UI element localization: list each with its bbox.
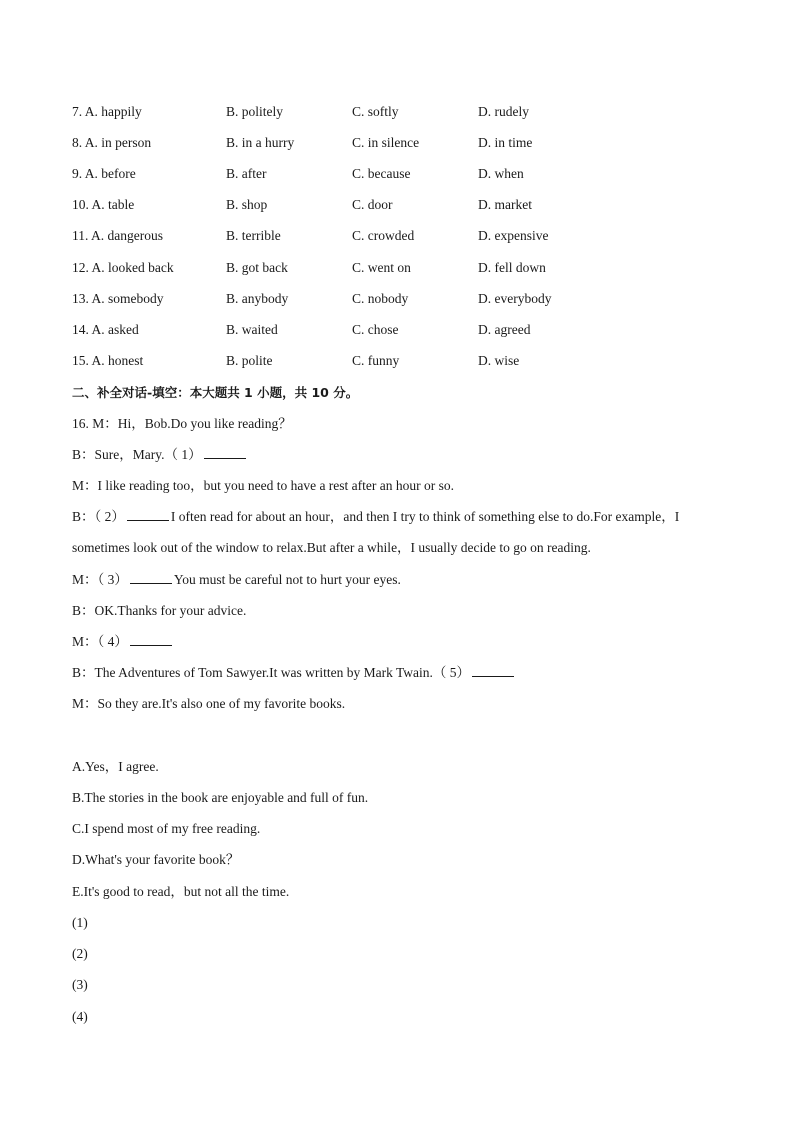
question-number: 14.	[72, 322, 89, 337]
option-c: C. softly	[352, 104, 399, 119]
option-b: B. polite	[226, 353, 273, 368]
blank-3[interactable]	[130, 571, 172, 584]
answer-label-3: (3)	[72, 977, 88, 992]
dialogue-text: M：（ 4）	[72, 634, 128, 649]
question-number: 7.	[72, 104, 83, 119]
option-d: D. market	[478, 197, 532, 212]
dialogue-line-10: M：So they are.It's also one of my favorite books.	[72, 696, 346, 711]
option-b: B. anybody	[226, 291, 289, 306]
dialogue-line-9	[72, 664, 516, 682]
option-d: D. expensive	[478, 228, 549, 243]
option-a	[72, 352, 143, 370]
dialogue-line-6	[72, 571, 401, 589]
question-number: 10.	[72, 197, 89, 212]
dialogue-text: B：The Adventures of Tom Sawyer.It was written by Mark Twain.（ 5）	[72, 665, 471, 680]
option-d: D. agreed	[478, 322, 531, 337]
answer-label-4: (4)	[72, 1009, 88, 1024]
option-b: B. in a hurry	[226, 135, 295, 150]
question-number: 15.	[72, 353, 89, 368]
option-b: B. waited	[226, 322, 278, 337]
option-a-text: A. somebody	[91, 291, 164, 306]
option-d: D. in time	[478, 135, 533, 150]
dialogue-line-5: sometimes look out of the window to relax.But after a while，I usually decide to go on reading.	[72, 540, 591, 555]
question-number: 12.	[72, 260, 89, 275]
option-d: D. when	[478, 166, 524, 181]
dialogue-line-3: M：I like reading too，but you need to have a rest after an hour or so.	[72, 478, 455, 493]
dialogue-line-1: 16. M：Hi，Bob.Do you like reading？	[72, 416, 292, 431]
option-a	[72, 103, 142, 121]
option-a-text: A. happily	[84, 104, 142, 119]
option-c: C. door	[352, 197, 393, 212]
option-a	[72, 165, 136, 183]
option-a-text: A. dangerous	[91, 228, 163, 243]
section-heading: 二、补全对话-填空：本大题共 1 小题，共 10 分。	[72, 385, 359, 400]
question-number: 8.	[72, 135, 83, 150]
option-c: C. crowded	[352, 228, 415, 243]
option-d: D. everybody	[478, 291, 552, 306]
option-a	[72, 227, 163, 245]
option-b: B. politely	[226, 104, 283, 119]
dialogue-line-2	[72, 446, 248, 464]
question-number: 9.	[72, 166, 83, 181]
answer-label-1: (1)	[72, 915, 88, 930]
dialogue-text: B：（ 2）	[72, 509, 125, 524]
option-b: B. got back	[226, 260, 288, 275]
option-a	[72, 321, 139, 339]
option-a	[72, 134, 151, 152]
dialogue-text: B：Sure，Mary.（ 1）	[72, 447, 202, 462]
option-a	[72, 259, 174, 277]
option-a-text: A. honest	[91, 353, 144, 368]
option-c: C. in silence	[352, 135, 420, 150]
dialogue-text: M：（ 3）	[72, 572, 128, 587]
dialogue-line-7: B：OK.Thanks for your advice.	[72, 603, 247, 618]
question-number: 11.	[72, 228, 89, 243]
option-a	[72, 196, 134, 214]
choice-e: E.It's good to read，but not all the time.	[72, 884, 290, 899]
choice-a: A.Yes，I agree.	[72, 759, 159, 774]
choice-b: B.The stories in the book are enjoyable and full of fun.	[72, 790, 369, 805]
option-d: D. wise	[478, 353, 520, 368]
option-b: B. shop	[226, 197, 268, 212]
blank-5[interactable]	[472, 664, 514, 677]
option-b: B. terrible	[226, 228, 281, 243]
option-d: D. fell down	[478, 260, 546, 275]
option-c: C. nobody	[352, 291, 409, 306]
option-c: C. funny	[352, 353, 400, 368]
option-c: C. chose	[352, 322, 399, 337]
dialogue-line-8	[72, 633, 174, 651]
option-a-text: A. before	[84, 166, 136, 181]
option-c: C. because	[352, 166, 411, 181]
option-a-text: A. looked back	[91, 260, 174, 275]
option-a-text: A. in person	[84, 135, 152, 150]
option-c: C. went on	[352, 260, 411, 275]
option-a-text: A. asked	[91, 322, 139, 337]
dialogue-text: I often read for about an hour，and then I try to think of something else to do.For example，I	[170, 509, 680, 524]
option-b: B. after	[226, 166, 267, 181]
option-d: D. rudely	[478, 104, 529, 119]
choice-c: C.I spend most of my free reading.	[72, 821, 261, 836]
dialogue-line-4	[72, 508, 679, 526]
choice-d: D.What's your favorite book？	[72, 852, 240, 867]
blank-1[interactable]	[204, 446, 246, 459]
option-a	[72, 290, 164, 308]
dialogue-text: You must be careful not to hurt your eyes.	[173, 572, 401, 587]
blank-4[interactable]	[130, 633, 172, 646]
option-a-text: A. table	[91, 197, 135, 212]
question-number: 13.	[72, 291, 89, 306]
answer-label-2: (2)	[72, 946, 88, 961]
blank-2[interactable]	[127, 508, 169, 521]
